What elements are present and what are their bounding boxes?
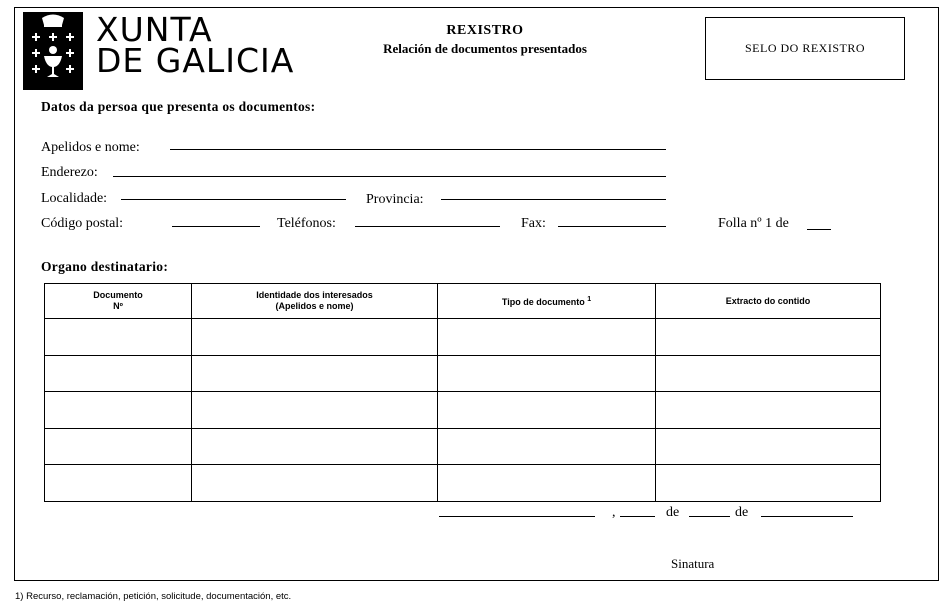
form-subtitle: Relación de documentos presentados bbox=[383, 41, 587, 56]
table-cell[interactable] bbox=[656, 392, 881, 429]
table-cell[interactable] bbox=[438, 319, 656, 356]
postal-code-label: Código postal: bbox=[41, 216, 124, 231]
province-field[interactable] bbox=[441, 199, 666, 200]
destination-section-heading: Organo destinatario: bbox=[41, 259, 169, 274]
documents-table bbox=[44, 283, 881, 502]
date-comma: , bbox=[612, 505, 616, 520]
locality-field[interactable] bbox=[121, 199, 346, 200]
table-cell[interactable] bbox=[192, 319, 438, 356]
phones-label: Teléfonos: bbox=[277, 216, 336, 231]
column-header-interested-identity: Identidade dos interesados (Apelidos e nome) bbox=[192, 284, 438, 319]
column-header-document-number: Documento Nº bbox=[45, 284, 192, 319]
table-cell[interactable] bbox=[192, 465, 438, 502]
person-section-heading: Datos da persoa que presenta os documentos: bbox=[41, 99, 316, 114]
registry-stamp-label: SELO DO REXISTRO bbox=[744, 41, 865, 55]
name-field[interactable] bbox=[170, 149, 666, 150]
table-cell[interactable] bbox=[656, 355, 881, 392]
province-label: Provincia: bbox=[366, 192, 424, 207]
galicia-coat-of-arms-logo bbox=[23, 12, 83, 90]
year-field[interactable] bbox=[761, 516, 853, 517]
registry-stamp-box bbox=[705, 17, 905, 80]
sheet-number-label: Folla nº 1 de bbox=[718, 216, 789, 231]
table-cell[interactable] bbox=[45, 465, 192, 502]
table-cell[interactable] bbox=[192, 428, 438, 465]
table-cell[interactable] bbox=[45, 428, 192, 465]
table-row bbox=[45, 355, 881, 392]
footnote-reference: 1 bbox=[587, 296, 592, 303]
date-de-1: de bbox=[666, 505, 680, 520]
table-row bbox=[45, 319, 881, 356]
table-row bbox=[45, 465, 881, 502]
sheet-total-field[interactable] bbox=[807, 229, 831, 230]
date-de-2: de bbox=[735, 505, 749, 520]
table-cell[interactable] bbox=[192, 392, 438, 429]
footnote: 1) Recurso, reclamación, petición, solicitude, documentación, etc. bbox=[15, 591, 292, 602]
locality-label: Localidade: bbox=[41, 191, 108, 206]
table-cell[interactable] bbox=[438, 392, 656, 429]
form-header bbox=[340, 23, 630, 57]
table-cell[interactable] bbox=[45, 319, 192, 356]
logo-line-1: XUNTA bbox=[96, 10, 213, 49]
table-cell[interactable] bbox=[656, 465, 881, 502]
table-cell[interactable] bbox=[656, 319, 881, 356]
signature-label: Sinatura bbox=[671, 556, 715, 571]
fax-label: Fax: bbox=[521, 216, 546, 231]
column-header-content-extract: Extracto do contido bbox=[656, 284, 881, 319]
column-header-document-type: Tipo de documento $^1$ bbox=[438, 284, 656, 319]
month-field[interactable] bbox=[689, 516, 730, 517]
table-row bbox=[45, 428, 881, 465]
logo-wordmark bbox=[96, 10, 295, 80]
table-cell[interactable] bbox=[45, 392, 192, 429]
table-cell[interactable] bbox=[656, 428, 881, 465]
logo-line-2: DE GALICIA bbox=[96, 41, 295, 80]
table-cell[interactable] bbox=[438, 465, 656, 502]
fax-field[interactable] bbox=[558, 226, 666, 227]
address-label: Enderezo: bbox=[41, 165, 98, 180]
day-field[interactable] bbox=[620, 516, 655, 517]
table-cell[interactable] bbox=[438, 355, 656, 392]
table-cell[interactable] bbox=[438, 428, 656, 465]
table-row bbox=[45, 392, 881, 429]
phones-field[interactable] bbox=[355, 226, 500, 227]
form-title: REXISTRO bbox=[446, 23, 524, 38]
table-header-row bbox=[45, 284, 881, 319]
table-cell[interactable] bbox=[192, 355, 438, 392]
address-field[interactable] bbox=[113, 176, 666, 177]
table-cell[interactable] bbox=[45, 355, 192, 392]
place-field[interactable] bbox=[439, 516, 595, 517]
name-label: Apelidos e nome: bbox=[41, 140, 140, 155]
postal-code-field[interactable] bbox=[172, 226, 260, 227]
